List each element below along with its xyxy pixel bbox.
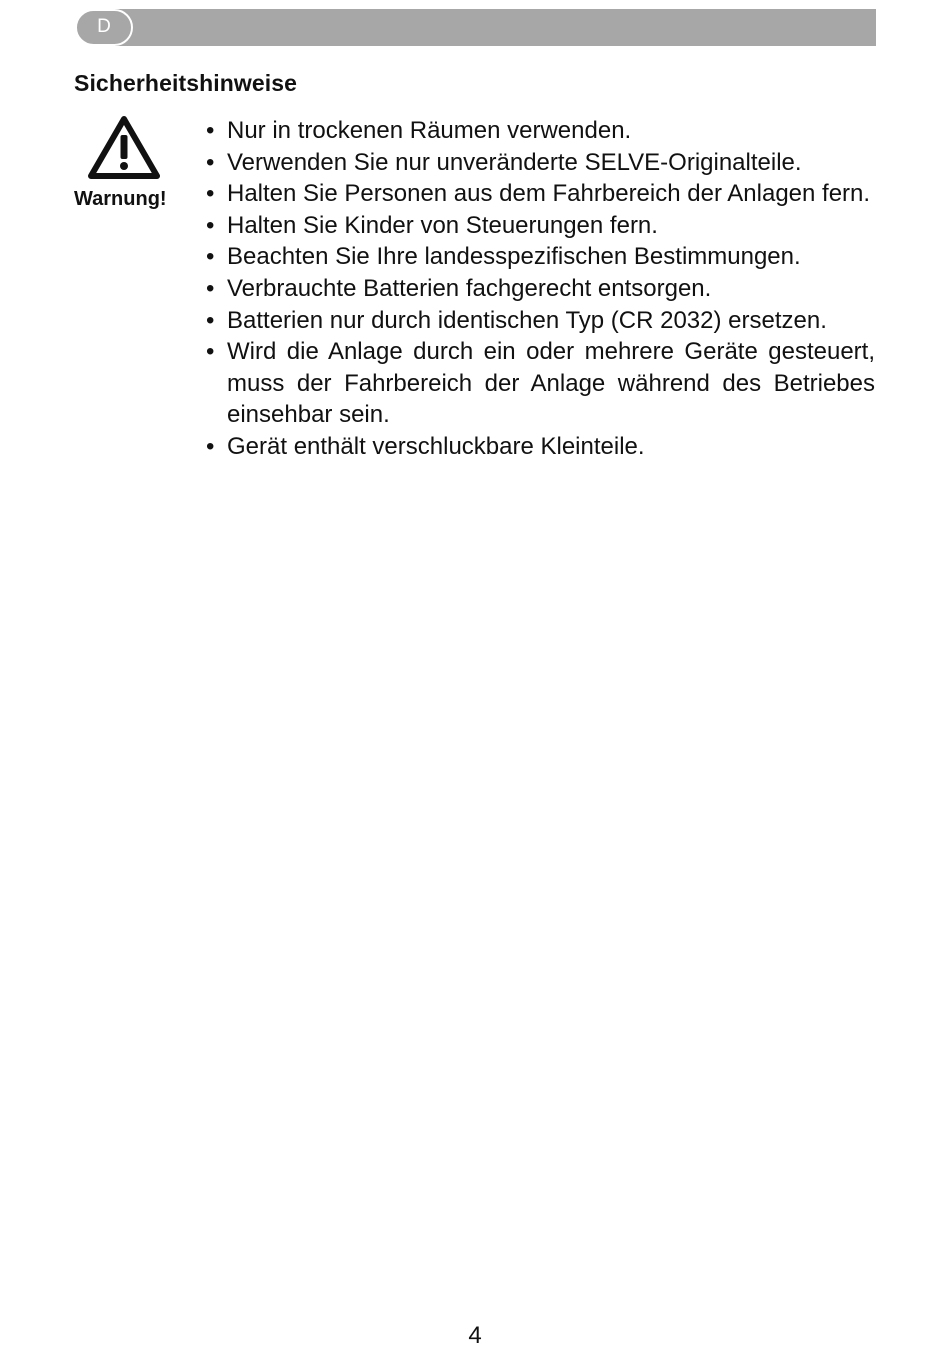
- list-item: • Halten Sie Kinder von Steuerungen fern.: [206, 211, 658, 239]
- warning-triangle-icon: [88, 115, 160, 180]
- list-item: • Halten Sie Personen aus dem Fahrbereich der Anlagen fern.: [206, 180, 871, 208]
- list-item: • Verbrauchte Batterien fachgerecht entsorgen.: [206, 274, 712, 302]
- list-item: • Verwenden Sie nur unveränderte SELVE-Originalteile.: [206, 148, 802, 176]
- list-item: • Beachten Sie Ihre landesspezifischen Bestimmungen.: [206, 243, 801, 271]
- list-item: • Nur in trockenen Räumen verwenden.: [206, 117, 632, 144]
- list-item: • Batterien nur durch identischen Typ (CR 2032) ersetzen.: [206, 306, 827, 334]
- section-title: Sicherheitshinweise: [74, 70, 298, 96]
- warning-block: [74, 115, 184, 211]
- list-item: • Wird die Anlage durch ein oder mehrere Geräte gesteuert, muss der Fahrbereich der Anlage während des Betriebes einsehbar sein.: [206, 338, 875, 429]
- list-item: • Gerät enthält verschluckbare Kleinteile.: [206, 432, 645, 460]
- header-bar: [75, 9, 876, 46]
- language-tab-label: D: [97, 16, 111, 37]
- safety-list: [206, 115, 875, 463]
- page-number: 4: [468, 1322, 482, 1349]
- warning-label: Warnung!: [74, 188, 167, 210]
- header-stripe: [115, 9, 876, 46]
